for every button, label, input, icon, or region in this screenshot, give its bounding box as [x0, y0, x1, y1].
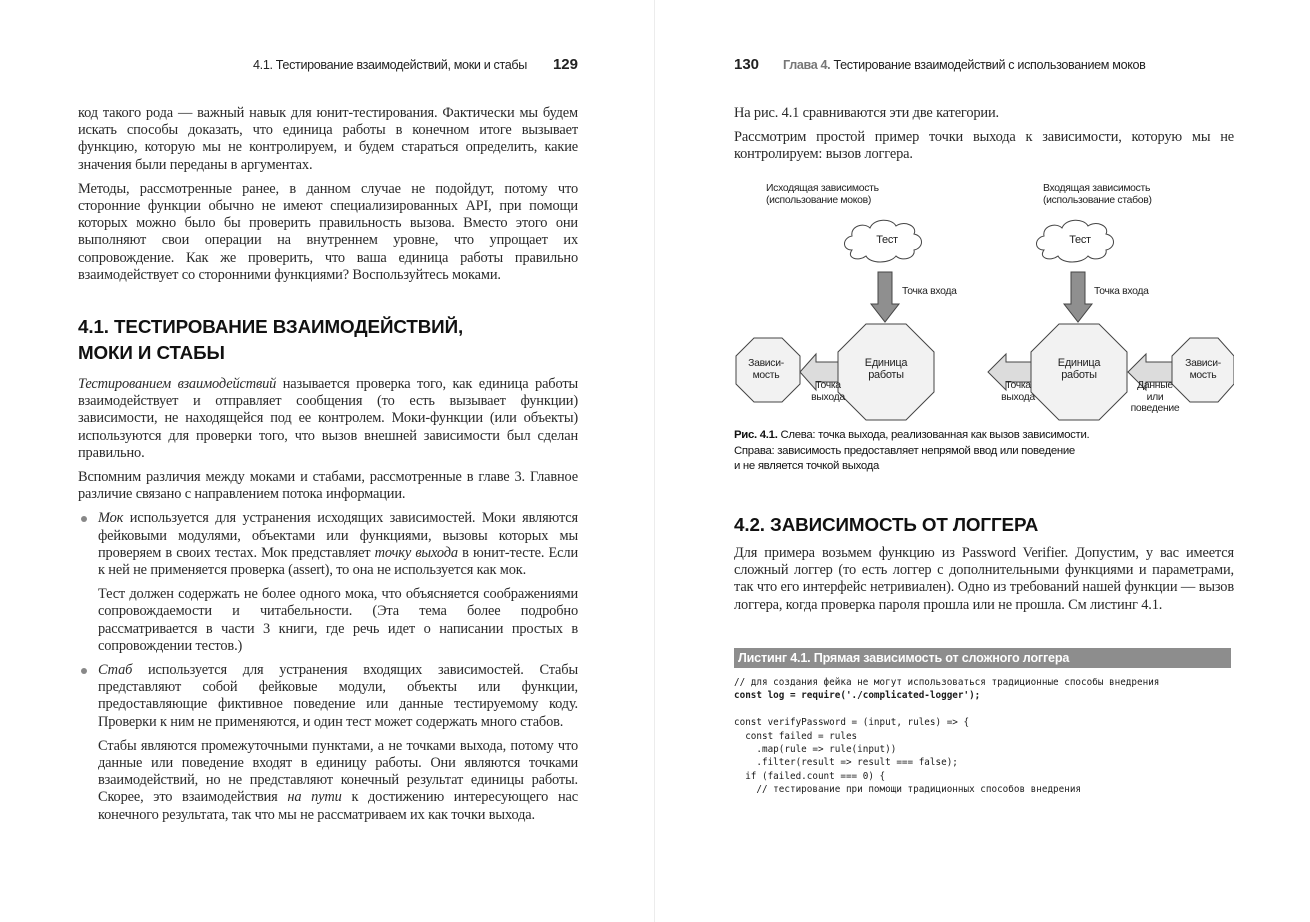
label-line: Данные — [1137, 380, 1173, 391]
section-heading: 4.2. ЗАВИСИМОСТЬ ОТ ЛОГГЕРА — [734, 514, 1039, 535]
entry-arrow-icon — [871, 272, 899, 322]
listing-title: Листинг 4.1. Прямая зависимость от сложного логгера — [734, 648, 1231, 668]
code-line: if (failed.count === 0) { — [734, 770, 886, 782]
code-line: const log = require('./complicated-logger'); — [734, 690, 981, 702]
paragraph-text: используется для устранения входящих зависимостей. Стабы представляют собой фейковые модули, объекты или функции, предоставляющие фиктивное поведение или данные тестируемому коду. Проверки к ним не применяются, и один тест может содержать много стабов. — [98, 662, 578, 730]
entry-label: Точка входа — [902, 286, 957, 297]
left-panel-title — [766, 183, 879, 206]
paragraph — [98, 662, 578, 731]
bullet-list — [78, 510, 578, 823]
code-line: const failed = rules — [734, 730, 858, 742]
label-line: мость — [752, 369, 780, 381]
label-line: Единица — [1057, 357, 1101, 369]
code-line: .map(rule => rule(input)) — [734, 744, 897, 756]
running-head-left — [78, 56, 578, 78]
section-heading-line: 4.1. ТЕСТИРОВАНИЕ ВЗАИМОДЕЙСТВИЙ, — [78, 316, 464, 337]
paragraph-text: используется для устранения исходящих зависимостей. Моки являются фейковыми модулями, объектами или функциями, вызовы которых мы проверяем в своих тестах. Мок представляет — [98, 510, 578, 561]
page-gutter-divider — [654, 0, 655, 922]
term-emphasis: Стаб — [98, 662, 133, 679]
label-line: Зависи- — [1185, 358, 1221, 369]
term-emphasis: Мок — [98, 510, 124, 527]
definition-paragraph — [78, 376, 578, 462]
label-line: выхода — [811, 391, 845, 403]
chapter-label: Глава 4. — [783, 58, 831, 72]
section-4-2 — [734, 512, 1234, 621]
unit-of-work-label — [1043, 358, 1115, 381]
code-line: // тестирование при помощи традиционных способов внедрения — [734, 784, 1082, 796]
code-line: .filter(result => result === false); — [734, 757, 958, 769]
label-line: Входящая зависимость — [1043, 183, 1151, 194]
section-4-1 — [78, 314, 578, 831]
bullet-icon — [81, 516, 87, 522]
figure-caption — [734, 428, 1234, 475]
dependency-label — [736, 358, 796, 381]
exit-label — [806, 380, 850, 403]
caption-text: Слева: точка выхода, реализованная как вызов зависимости. — [777, 429, 1090, 441]
running-head-right — [734, 56, 1234, 78]
label-line: Зависи- — [748, 358, 784, 369]
paragraph: Для примера возьмем функцию из Password Verifier. Допустим, у вас имеется сложный логгер (то есть логгер с дополнительными функциями и параметрами, так что его интерфейс нетривиален). Одно из требований нашей функции — вызов логгера, когда проверка пароля прошла или не прошла. См листинг 4.1. — [734, 545, 1234, 613]
paragraph: Методы, рассмотренные ранее, в данном случае не подойдут, потому что сторонние функции обычно не имеют специализированных API, при помощи которых можно было бы проверить правильность вызова. Вместо этого они выполняют свои операции на внутреннем уровне, что упрощает их сопровождение. Как же проверить, что ваша единица работы правильно взаимодействует со сторонними функциями? Воспользуйтесь моками. — [78, 180, 578, 283]
paragraph-text: к достижению интересующего нас конечного результата, так что мы не рассматриваем их как точки выхода. — [98, 789, 578, 823]
paragraph — [98, 510, 578, 579]
page-number: 130 — [734, 56, 760, 73]
paragraph — [98, 738, 578, 824]
exit-label — [996, 380, 1040, 403]
label-line: работы — [1061, 368, 1097, 381]
running-head-title: 4.1. Тестирование взаимодействий, моки и стабы — [253, 58, 527, 72]
caption-text: Справа: зависимость предоставляет непрямой ввод или поведение — [734, 444, 1075, 457]
section-heading — [78, 314, 578, 366]
label-line: поведение — [1130, 403, 1180, 414]
label-line: Точка — [815, 380, 841, 391]
code-listing — [734, 676, 1159, 797]
data-or-behavior-label — [1126, 380, 1184, 415]
entry-label: Точка входа — [1094, 286, 1149, 297]
dependency-label — [1174, 358, 1232, 381]
cloud-label: Тест — [1069, 234, 1091, 246]
term-emphasis: Тестированием взаимодействий — [78, 376, 277, 392]
code-line: // для создания фейка не могут использоваться традиционные способы внедрения — [734, 677, 1160, 688]
page-number: 129 — [552, 56, 578, 73]
right-body-top — [734, 105, 1234, 171]
paragraph: Рассмотрим простой пример точки выхода к зависимости, которую мы не контролируем: вызов логгера. — [734, 129, 1234, 163]
label-line: Единица — [864, 357, 908, 369]
label-line: или — [1146, 391, 1164, 403]
paragraph: Вспомним различия между моками и стабами, рассмотренные в главе 3. Главное различие связано с направлением потока информации. — [78, 469, 578, 503]
paragraph-text: в юнит-тесте. Если к ней не применяется проверка (assert), то она не используется как мок. — [98, 544, 578, 579]
entry-arrow-icon — [1064, 272, 1092, 322]
paragraph: Тест должен содержать не более одного мока, что объясняется соображениями сопровождаемости и читабельности. (Эта тема более подробно рассматривается в части 3 книги, где речь идет о написании простых в сопровождении тестов.) — [98, 586, 578, 654]
running-head-title: Тестирование взаимодействий с использованием моков — [830, 58, 1146, 72]
paragraph-text: Стабы являются промежуточными пунктами, а не точками выхода, потому что данные или поведение входят в единицу работы. Они являются точками взаимодействий, но не представляют конечный результат единицы работы. Скорее, это взаимодействия — [98, 737, 578, 806]
bullet-icon — [81, 668, 87, 674]
paragraph: код такого рода — важный навык для юнит-тестирования. Фактически мы будем искать способы доказать, что единица работы в конечном итоге вызывает функцию, которую мы не контролируем, и будем стараться определить, какие значения были переданы в аргументах. — [78, 105, 578, 173]
label-line: мость — [1189, 369, 1217, 381]
label-line: выхода — [1001, 391, 1035, 403]
figure-4-1 — [734, 176, 1234, 426]
paragraph: На рис. 4.1 сравниваются эти две категории. — [734, 105, 999, 121]
unit-of-work-label — [850, 358, 922, 381]
label-line: Точка — [1005, 380, 1031, 391]
right-panel-title — [1043, 183, 1152, 206]
label-line: (использование моков) — [766, 194, 871, 206]
caption-text: и не является точкой выхода — [734, 460, 880, 472]
emphasis: точку выхода — [374, 544, 458, 561]
label-line: Исходящая зависимость — [766, 183, 879, 194]
caption-label: Рис. 4.1. — [734, 429, 778, 441]
code-line: const verifyPassword = (input, rules) => { — [734, 717, 970, 729]
paragraph-text: называется проверка того, как единица работы взаимодействует и отправляет сообщения (то есть вызывает функции) зависимости, не находящейся под ее контролем. Моки-функции (или объекты) используются для проверки того, что вызов внешней зависимости был сделан правильно. — [78, 376, 578, 461]
section-heading-line: МОКИ И СТАБЫ — [78, 342, 225, 363]
emphasis: на пути — [287, 789, 342, 806]
list-item-stub — [78, 662, 578, 824]
left-body-top — [78, 105, 578, 291]
label-line: (использование стабов) — [1043, 194, 1152, 206]
label-line: работы — [868, 368, 904, 381]
list-item-mock — [78, 510, 578, 655]
cloud-label: Тест — [876, 234, 898, 246]
